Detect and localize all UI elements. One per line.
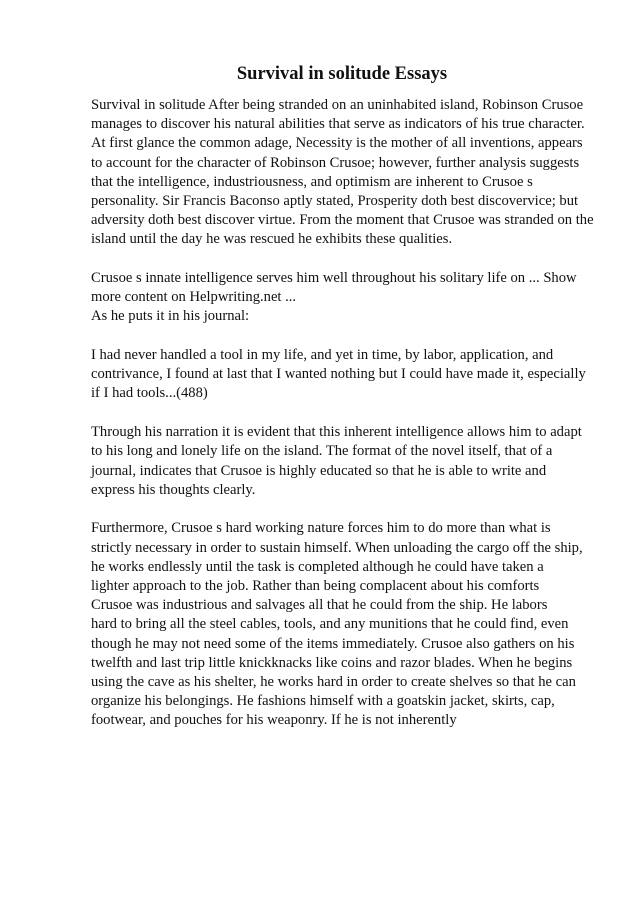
text-line: At first glance the common adage, Necessity is the mother of all inventions, appears — [91, 135, 583, 152]
text-line: organize his belongings. He fashions himself with a goatskin jacket, skirts, cap, — [91, 693, 555, 710]
text-line: Through his narration it is evident that this inherent intelligence allows him to adapt — [91, 424, 582, 441]
document-body — [91, 96, 611, 750]
text-line: personality. Sir Francis Baconso aptly stated, Prosperity doth best discovervice; but — [91, 192, 579, 209]
text-line: footwear, and pouches for his weaponry. If he is not inherently — [91, 712, 457, 729]
text-line: using the cave as his shelter, he works hard in order to create shelves so that he can — [91, 673, 576, 690]
text-line: Crusoe s innate intelligence serves him well throughout his solitary life on ... Show — [91, 270, 577, 286]
text-line: Furthermore, Crusoe s hard working nature forces him to do more than what is — [91, 520, 551, 537]
paragraph — [91, 96, 611, 250]
text-line: island until the day he was rescued he exhibits these qualities. — [91, 231, 453, 248]
text-line: As he puts it in his journal: — [91, 308, 250, 325]
text-line: that the intelligence, industriousness, and optimism are inherent to Crusoe s — [91, 173, 533, 190]
document-title: Survival in solitude Essays — [236, 64, 448, 84]
paragraph — [91, 346, 611, 404]
text-line: if I had tools...(488) — [91, 385, 208, 402]
text-line: strictly necessary in order to sustain himself. When unloading the cargo off the ship, — [91, 539, 583, 556]
text-line: express his thoughts clearly. — [91, 481, 256, 498]
text-line: Crusoe was industrious and salvages all that he could from the ship. He labors — [91, 597, 548, 614]
paragraph — [91, 519, 611, 730]
text-line: twelfth and last trip little knickknacks like coins and razor blades. When he begins — [91, 654, 573, 671]
text-line: lighter approach to the job. Rather than being complacent about his comforts — [91, 577, 540, 594]
text-line: though he may not need some of the items immediately. Crusoe also gathers on his — [91, 635, 575, 652]
text-line: to account for the character of Robinson Crusoe; however, further analysis suggests — [91, 154, 580, 171]
text-line: manages to discover his natural abilities that serve as indicators of his true character. — [91, 116, 585, 133]
text-line: journal, indicates that Crusoe is highly educated so that he is able to write and — [91, 462, 547, 479]
text-line: I had never handled a tool in my life, and yet in time, by labor, application, and — [91, 347, 554, 364]
text-line: contrivance, I found at last that I wanted nothing but I could have made it, especially — [91, 366, 586, 383]
text-line: Survival in solitude After being stranded on an uninhabited island, Robinson Crusoe — [91, 97, 584, 113]
paragraph — [91, 423, 611, 500]
text-line: more content on Helpwriting.net ... — [91, 289, 297, 306]
text-line: he works endlessly until the task is completed although he could have taken a — [91, 558, 544, 575]
paragraph — [91, 269, 611, 327]
text-line: to his long and lonely life on the island. The format of the novel itself, that of a — [91, 443, 553, 460]
text-line: hard to bring all the steel cables, tools, and any munitions that he could find, even — [91, 616, 569, 633]
text-line: adversity doth best discover virtue. From the moment that Crusoe was stranded on the — [91, 212, 594, 229]
